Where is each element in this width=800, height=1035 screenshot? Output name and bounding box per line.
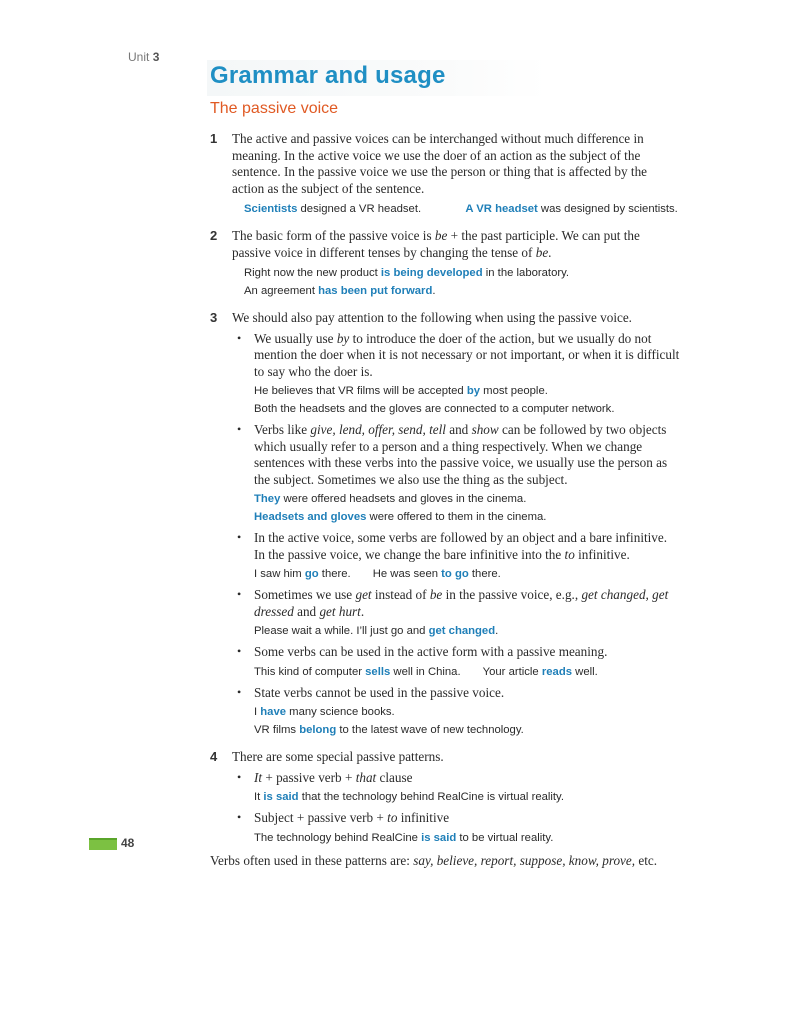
footer-bar-edge [89, 838, 117, 840]
page-title: Grammar and usage [210, 62, 446, 89]
section-text: The basic form of the passive voice is be + the past participle. We can put the passive voice in different tenses by changing the tense of be. [232, 228, 640, 260]
section-2 [210, 228, 680, 300]
bullet-dot: • [237, 684, 242, 699]
example-row: The technology behind RealCine is said to be virtual reality. [254, 831, 554, 844]
bullet-dot: • [237, 530, 242, 544]
example-text: designed a VR headset. [297, 203, 422, 215]
bullet-3: • In the active voice, some verbs are followed by an object and a bare infinitive. In the passive voice, we change the bare infinitive into the to infinitive. I saw him go there. He was seen to go there. [232, 530, 680, 583]
unit-label: Unit 3 [128, 50, 160, 64]
section-text: We should also pay attention to the following when using the passive voice. [232, 310, 632, 325]
example-row: They were offered headsets and gloves in the cinema. [254, 493, 527, 505]
pattern-2: • Subject + passive verb + to infinitive The technology behind RealCine is said to be virtual reality. [232, 810, 680, 847]
bullet-dot: • [237, 769, 242, 784]
pattern-1: • It + passive verb + that clause It is said that the technology behind RealCine is virtual reality. [232, 770, 680, 807]
example-row: An agreement has been put forward. [244, 285, 436, 297]
bullet-dot: • [237, 422, 242, 436]
example-row: It is said that the technology behind RealCine is virtual reality. [254, 791, 565, 803]
highlight: A VR headset [465, 203, 538, 215]
section-number: 4 [210, 749, 218, 764]
closing-note: Verbs often used in these patterns are: say, believe, report, suppose, know, prove, etc. [210, 852, 658, 868]
section-4 [210, 749, 680, 847]
section-3 [210, 310, 680, 739]
section-text: There are some special passive patterns. [232, 749, 444, 764]
bullet-dot: • [237, 587, 242, 601]
example-row: This kind of computer sells well in China. Your article reads well. [254, 665, 598, 678]
section-text: The active and passive voices can be interchanged without much difference in meaning. In the active voice we use the doer of an action as the subject of the sentence. In the passive voice we use the person or thing that is affected by the action as the subject of the sentence. [232, 131, 648, 196]
example-row: Both the headsets and the gloves are connected to a computer network. [254, 403, 615, 415]
example-row: VR films belong to the latest wave of new technology. [254, 724, 524, 736]
bullet-dot: • [237, 644, 242, 658]
example-row: He believes that VR films will be accepted by most people. [254, 385, 548, 397]
example-row: I saw him go there. He was seen to go there. [254, 568, 501, 580]
page-number: 48 [121, 836, 135, 850]
section-subtitle: The passive voice [210, 100, 339, 117]
bullet-dot: • [237, 330, 242, 345]
example-row: I have many science books. [254, 706, 395, 718]
section-number: 2 [210, 228, 218, 243]
section-number: 3 [210, 310, 218, 325]
example-text: was designed by scientists. [537, 203, 678, 215]
section-number: 1 [210, 131, 218, 146]
section-1 [210, 131, 680, 218]
example-row: Headsets and gloves were offered to them in the cinema. [254, 511, 547, 523]
bullet-6: • State verbs cannot be used in the passive voice. I have many science books. VR films belong to the latest wave of new technology. [232, 685, 680, 740]
example-row: Please wait a while. I’ll just go and get changed. [254, 625, 499, 637]
bullet-4: • Sometimes we use get instead of be in the passive voice, e.g., get changed, get dressed and get hurt. Please wait a while. I’ll just go and get changed. [232, 587, 680, 640]
bullet-5: • Some verbs can be used in the active form with a passive meaning. This kind of computer sells well in China. Your article reads well. [232, 644, 680, 681]
content [210, 131, 680, 869]
bullet-2: • Verbs like give, lend, offer, send, tell and show can be followed by two objects which usually refer to a person and a thing respectively. When we change sentences with these verbs into the passive voice, we usually use the person as the subject. Sometimes we also use the thing as the subject. They were offered headsets and gloves in the cinema. Headsets and gloves were offered to them in the cinema. [232, 422, 680, 526]
highlight: Scientists [244, 203, 298, 215]
bullet-dot: • [237, 810, 242, 824]
example-row: Right now the new product is being developed in the laboratory. [244, 267, 570, 279]
example-row [232, 200, 680, 218]
bullet-1: • We usually use by to introduce the doer of the action, but we usually do not mention the doer when it is not necessary or not important, or when it is difficult to say who the doer is. He believes that VR films will be accepted by most people. Both the headsets and the gloves are connected to a computer network. [232, 331, 680, 419]
